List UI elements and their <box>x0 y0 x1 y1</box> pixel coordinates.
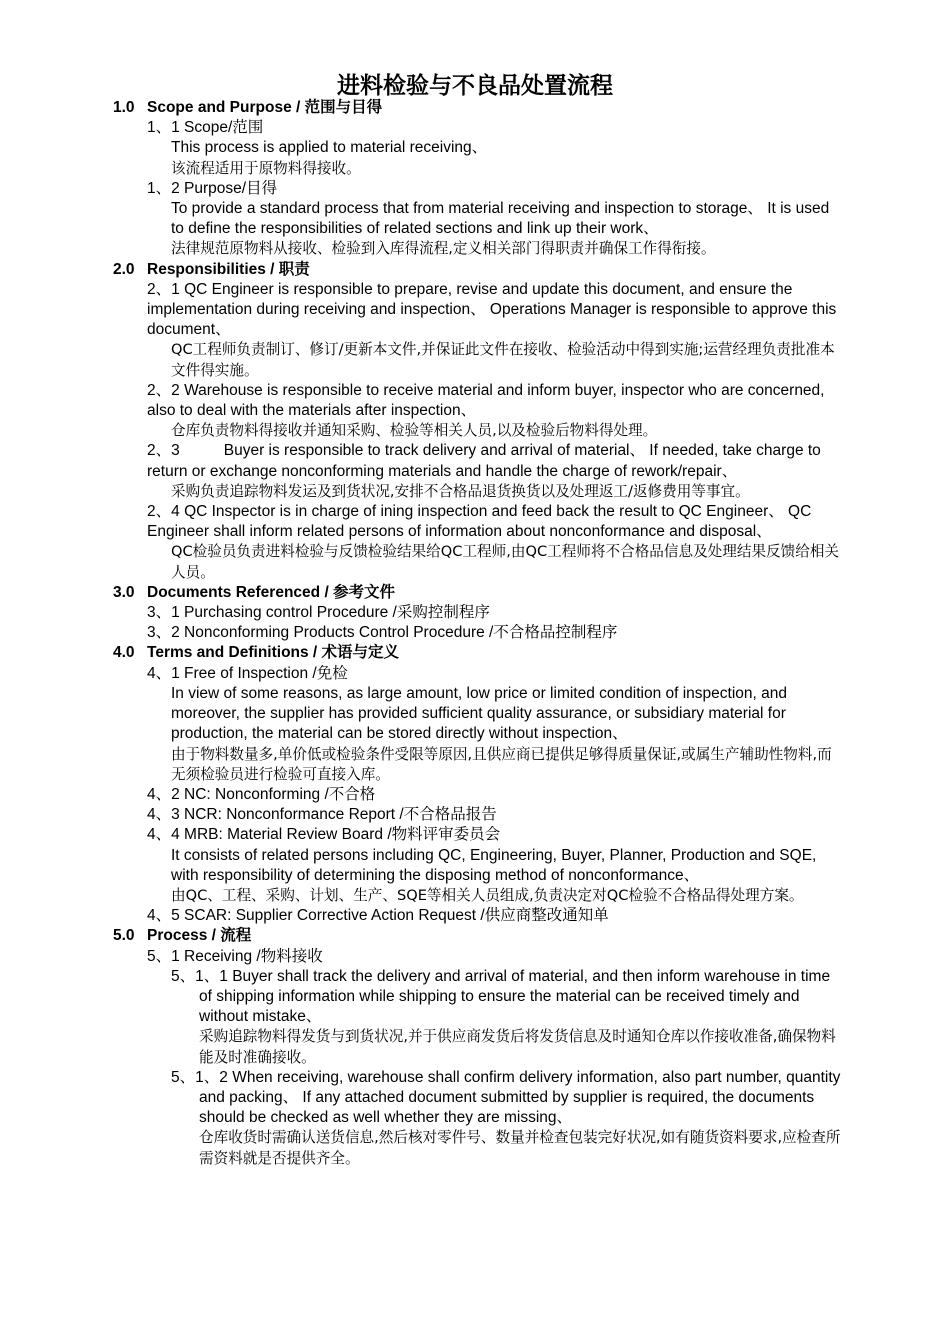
reference-item: 3、1 Purchasing control Procedure /采购控制程序 <box>147 604 490 622</box>
subitem-text-en: When receiving, warehouse shall confirm delivery information, also part number, quantity and packing、 If any attached document submitted by supplier is required, the documents should be checked as well whether they are missing、 <box>199 1068 841 1127</box>
section-title: Documents Referenced / 参考文件 <box>147 583 396 601</box>
section-title: Process / 流程 <box>147 927 252 945</box>
item-block <box>147 502 843 542</box>
term-item: 4、2 NC: Nonconforming /不合格 <box>147 785 376 803</box>
item-text-en: This process is applied to material receiving、 <box>171 139 488 157</box>
subitem-text-cn: 采购追踪物料得发货与到货状况,并于供应商发货后将发货信息及时通知仓库以作接收准备,确保物料能及时准确接收。 <box>199 1028 836 1066</box>
item-label: 2、4 <box>147 503 180 521</box>
section-heading <box>113 926 843 946</box>
term-item: 4、5 SCAR: Supplier Corrective Action Request /供应商整改通知单 <box>147 907 609 925</box>
section-number: 5.0 <box>113 927 135 945</box>
item-block <box>147 381 843 421</box>
item-text-cn: QC检验员负责进料检验与反馈检验结果给QC工程师,由QC工程师将不合格品信息及处理结果反馈给相关人员。 <box>171 543 840 581</box>
item-text-en: QC Engineer is responsible to prepare, revise and update this document, and ensure the implementation during receiving and inspection、 Operations Manager is responsible to approve this document、 <box>147 280 837 339</box>
subitem-text-cn: 仓库收货时需确认送货信息,然后核对零件号、数量并检查包装完好状况,如有随货资料要求,应检查所需资料就是否提供齐全。 <box>199 1129 841 1167</box>
section-heading <box>113 643 843 663</box>
item-text-en: Warehouse is responsible to receive material and inform buyer, inspector who are concerned, also to deal with the materials after inspection、 <box>147 381 825 420</box>
item-text-en: QC Inspector is in charge of ining inspection and feed back the result to QC Engineer、 QC Engineer shall inform related persons of information about nonconformance and disposal、 <box>147 503 812 541</box>
subitem-text-en: Buyer shall track the delivery and arrival of material, and then inform warehouse in time of shipping information while shipping to ensure the material can be received timely and without mistake、 <box>199 967 831 1026</box>
item-label: 2、2 <box>147 381 180 399</box>
section-heading <box>113 583 843 603</box>
item-text-cn: 由于物料数量多,单价低或检验条件受限等原因,且供应商已提供足够得质量保证,或属生产辅助性物料,而无须检验员进行检验可直接入库。 <box>171 745 832 783</box>
item-text-cn: 由QC、工程、采购、计划、生产、SQE等相关人员组成,负责决定对QC检验不合格品得处理方案。 <box>171 886 804 904</box>
item-text-en: Buyer is responsible to track delivery and arrival of material、 If needed, take charge to return or exchange nonconforming materials and handle the charge of rework/repair、 <box>147 442 821 480</box>
item-label: 2、3 <box>147 442 180 460</box>
section-title: Scope and Purpose / 范围与目得 <box>147 99 383 116</box>
item-block <box>147 280 843 341</box>
item-label: 1、2 Purpose/目得 <box>147 179 278 197</box>
section-heading <box>113 98 843 118</box>
item-text-cn: 法律规范原物料从接收、检验到入库得流程,定义相关部门得职责并确保工作得衔接。 <box>171 240 716 258</box>
section-title: Terms and Definitions / 术语与定义 <box>147 644 400 662</box>
page-title: 进料检验与不良品处置流程 <box>337 72 613 98</box>
subitem-block <box>171 1068 843 1129</box>
item-label: 2、1 <box>147 280 180 298</box>
subitem-label: 5、1、2 <box>171 1068 228 1086</box>
document-body <box>113 98 843 1169</box>
item-label: 4、4 MRB: Material Review Board /物料评审委员会 <box>147 826 501 844</box>
item-text-cn: QC工程师负责制订、修订/更新本文件,并保证此文件在接收、检验活动中得到实施;运营经理负责批准本文件得实施。 <box>171 341 835 379</box>
item-label: 1、1 Scope/范围 <box>147 119 264 137</box>
section-title: Responsibilities / 职责 <box>147 260 310 278</box>
item-text-cn: 该流程适用于原物料得接收。 <box>171 159 361 177</box>
term-item: 4、3 NCR: Nonconformance Report /不合格品报告 <box>147 806 497 824</box>
section-number: 1.0 <box>113 99 135 116</box>
item-text-en: It consists of related persons including QC, Engineering, Buyer, Planner, Production and SQE, with responsibility of determining the disposing method of nonconformance、 <box>171 846 817 884</box>
section-number: 3.0 <box>113 583 135 601</box>
subitem-block <box>171 967 843 1028</box>
item-text-en: To provide a standard process that from material receiving and inspection to storage、 It is used to define the responsibilities of related sections and link up their work、 <box>171 200 830 238</box>
item-text-cn: 仓库负责物料得接收并通知采购、检验等相关人员,以及检验后物料得处理。 <box>171 422 658 440</box>
item-label: 5、1 Receiving /物料接收 <box>147 947 323 965</box>
section-number: 2.0 <box>113 260 135 278</box>
item-label: 4、1 Free of Inspection /免检 <box>147 664 348 682</box>
section-number: 4.0 <box>113 644 135 662</box>
item-block <box>147 441 843 481</box>
section-heading <box>113 260 843 280</box>
item-text-en: In view of some reasons, as large amount, low price or limited condition of inspection, and moreover, the supplier has provided sufficient quality assurance, or subsidiary material for production, the material can be stored directly without inspection、 <box>171 684 788 743</box>
subitem-label: 5、1、1 <box>171 967 228 985</box>
reference-item: 3、2 Nonconforming Products Control Procedure /不合格品控制程序 <box>147 624 618 642</box>
item-text-cn: 采购负责追踪物料发运及到货状况,安排不合格品退货换货以及处理返工/返修费用等事宜。 <box>171 482 750 500</box>
